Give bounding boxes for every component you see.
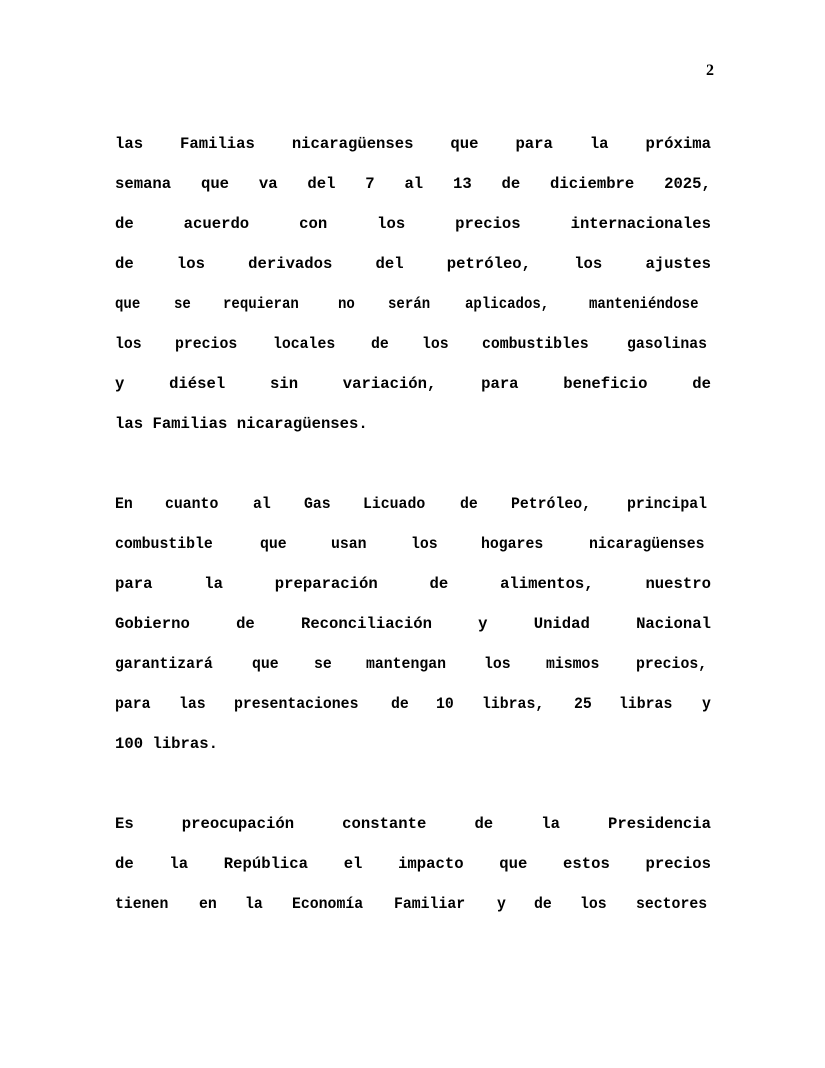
document-body: [115, 124, 711, 924]
word: Familiar: [394, 895, 466, 913]
word: de: [429, 575, 449, 593]
word: de: [115, 855, 134, 873]
word: de: [501, 175, 521, 193]
paragraph: [115, 124, 711, 444]
word: Es: [115, 815, 134, 833]
text-line: [115, 844, 711, 884]
word: precios: [175, 335, 238, 353]
word: precios: [645, 855, 711, 873]
word: nuestro: [645, 575, 711, 593]
word: que: [200, 175, 230, 193]
word: constante: [342, 815, 427, 833]
word: va: [258, 175, 278, 193]
word: derivados: [248, 255, 333, 273]
word: que: [115, 295, 141, 313]
word: sectores: [636, 895, 708, 913]
word: de: [236, 615, 255, 633]
page-number: 2: [706, 62, 714, 79]
text-line: [115, 124, 711, 164]
word: de: [115, 255, 134, 273]
word: del: [375, 255, 404, 273]
word: no: [338, 295, 355, 313]
text-line: [115, 204, 711, 244]
word: de: [115, 215, 134, 233]
word: semana: [115, 175, 172, 193]
word: para: [115, 695, 151, 713]
word: y: [701, 695, 711, 713]
word: Nacional: [636, 615, 711, 633]
word: y: [496, 895, 506, 913]
word: de: [370, 335, 389, 353]
word: Familias: [180, 135, 255, 153]
word: República: [223, 855, 309, 873]
word: que: [499, 855, 528, 873]
word: gasolinas: [626, 335, 707, 353]
word: los: [115, 335, 142, 353]
word: precios,: [636, 655, 708, 673]
word: y: [115, 375, 125, 393]
word: mantengan: [366, 655, 447, 673]
word: de: [391, 695, 409, 713]
word: estos: [563, 855, 610, 873]
word: Presidencia: [608, 815, 711, 833]
word: Petróleo,: [510, 495, 591, 513]
word: que: [251, 655, 279, 673]
word: locales: [273, 335, 336, 353]
word: nicaragüenses: [291, 135, 414, 153]
word: diésel: [169, 375, 226, 393]
word: diciembre: [550, 175, 635, 193]
text-line: [115, 404, 711, 444]
word: la: [589, 135, 609, 153]
word: las: [115, 135, 144, 153]
word: de: [460, 495, 479, 513]
word: al: [253, 495, 271, 513]
word: para: [115, 575, 153, 593]
word: 25: [573, 695, 592, 713]
word: mismos: [546, 655, 600, 673]
word: los: [176, 255, 205, 273]
word: las: [178, 695, 206, 713]
text-line: [115, 524, 711, 564]
word: En: [115, 495, 133, 513]
word: serán: [387, 295, 430, 313]
word: 7: [365, 175, 375, 193]
word: nicaragüenses: [589, 535, 705, 553]
word: de: [692, 375, 711, 393]
paragraph: [115, 484, 711, 764]
word: principal: [626, 495, 707, 513]
word: próxima: [645, 135, 711, 153]
word: se: [313, 655, 332, 673]
word: garantizará: [115, 655, 213, 673]
text-line: [115, 724, 711, 764]
word: libras.: [152, 735, 218, 753]
word: el: [343, 855, 363, 873]
word: para: [481, 375, 519, 393]
word: presentaciones: [233, 695, 359, 713]
word: al: [404, 175, 424, 193]
word: los: [377, 215, 406, 233]
paragraph: [115, 804, 711, 924]
word: sin: [269, 375, 299, 393]
word: la: [204, 575, 223, 593]
word: requieran: [223, 295, 300, 313]
text-line: [115, 284, 711, 324]
word: aplicados,: [465, 295, 550, 313]
word: la: [245, 895, 264, 913]
word: internacionales: [570, 215, 711, 233]
word: que: [450, 135, 479, 153]
word: nicaragüenses.: [236, 415, 368, 433]
word: cuanto: [165, 495, 219, 513]
text-line: [115, 564, 711, 604]
text-line: [115, 604, 711, 644]
word: para: [515, 135, 553, 153]
word: los: [410, 535, 438, 553]
text-line: [115, 164, 711, 204]
text-line: [115, 644, 711, 684]
word: la: [169, 855, 189, 873]
word: los: [574, 255, 603, 273]
word: las: [115, 415, 144, 433]
word: Licuado: [363, 495, 426, 513]
word: se: [173, 295, 191, 313]
word: del: [307, 175, 336, 193]
word: preocupación: [181, 815, 295, 833]
word: combustible: [115, 535, 213, 553]
text-line: [115, 244, 711, 284]
word: hogares: [481, 535, 544, 553]
word: Unidad: [533, 615, 590, 633]
word: petróleo,: [446, 255, 532, 273]
word: libras: [618, 695, 673, 713]
word: Gobierno: [115, 615, 190, 633]
word: tienen: [115, 895, 169, 913]
word: Familias: [152, 415, 228, 433]
word: impacto: [398, 855, 464, 873]
word: alimentos,: [500, 575, 594, 593]
word: ajustes: [645, 255, 711, 273]
word: de: [533, 895, 552, 913]
text-line: [115, 324, 711, 364]
word: 13: [452, 175, 472, 193]
text-line: [115, 804, 711, 844]
word: libras,: [481, 695, 544, 713]
word: Reconciliación: [300, 615, 432, 633]
word: que: [260, 535, 288, 553]
word: precios: [455, 215, 521, 233]
text-line: [115, 364, 711, 404]
word: usan: [330, 535, 367, 553]
word: 2025,: [664, 175, 711, 193]
word: combustibles: [482, 335, 589, 353]
word: preparación: [274, 575, 378, 593]
word: con: [299, 215, 328, 233]
word: de: [474, 815, 494, 833]
text-line: [115, 884, 711, 924]
text-line: [115, 484, 711, 524]
word: acuerdo: [183, 215, 250, 233]
word: la: [541, 815, 560, 833]
word: los: [580, 895, 608, 913]
word: y: [478, 615, 488, 633]
word: beneficio: [563, 375, 648, 393]
word: Economía: [291, 895, 363, 913]
word: los: [484, 655, 511, 673]
word: 100: [115, 735, 144, 753]
word: en: [198, 895, 217, 913]
word: variación,: [342, 375, 437, 393]
word: 10: [436, 695, 455, 713]
text-line: [115, 684, 711, 724]
word: Gas: [303, 495, 331, 513]
word: manteniéndose: [589, 295, 699, 313]
word: los: [421, 335, 449, 353]
